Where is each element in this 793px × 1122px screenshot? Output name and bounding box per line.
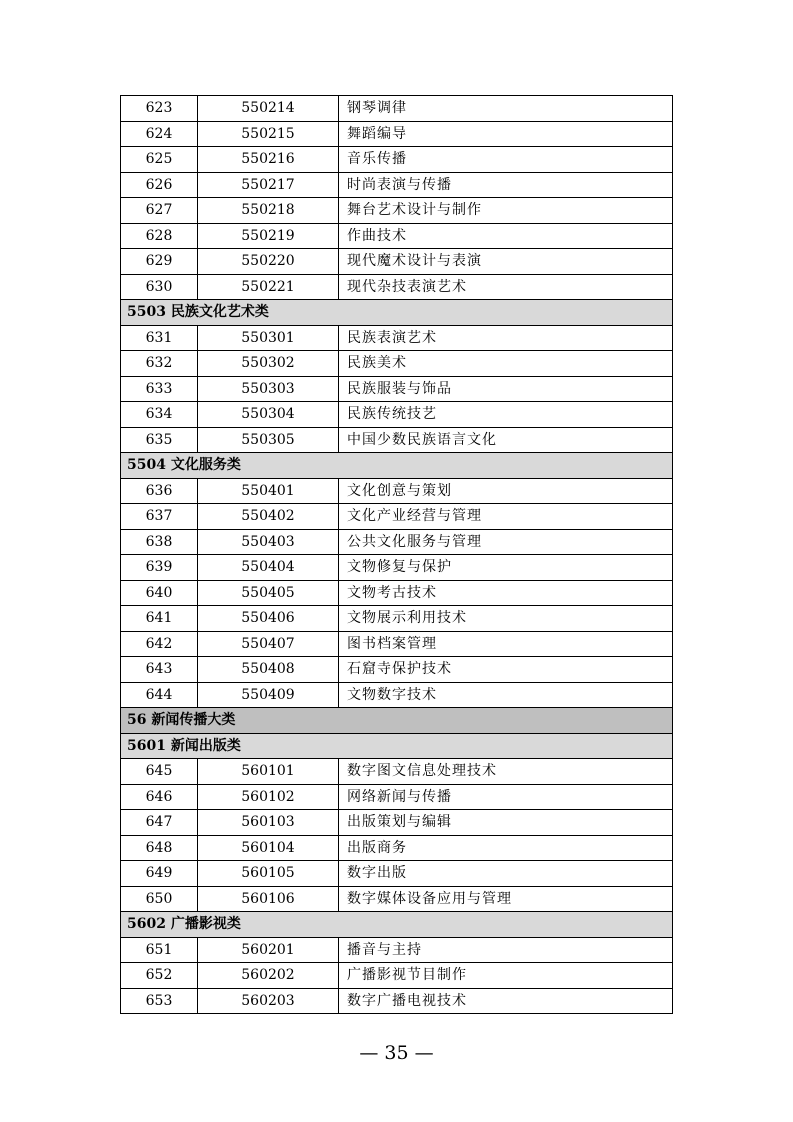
- table-row: [121, 835, 673, 861]
- table-row: [121, 147, 673, 173]
- major-name-cell: 网络新闻与传播: [339, 784, 673, 810]
- table-row: [121, 249, 673, 275]
- serial-number-cell: 647: [121, 810, 198, 836]
- major-code-cell: 550218: [198, 198, 339, 224]
- serial-number-cell: 627: [121, 198, 198, 224]
- major-code-cell: 560106: [198, 886, 339, 912]
- major-code-cell: 550302: [198, 351, 339, 377]
- major-name-cell: 文物考古技术: [339, 580, 673, 606]
- major-category-row: [121, 708, 673, 734]
- table-row: [121, 784, 673, 810]
- serial-number-cell: 628: [121, 223, 198, 249]
- sub-category-row: [121, 300, 673, 326]
- major-code-cell: 560104: [198, 835, 339, 861]
- serial-number-cell: 652: [121, 963, 198, 989]
- major-code-cell: 550403: [198, 529, 339, 555]
- serial-number-cell: 626: [121, 172, 198, 198]
- major-name-cell: 文物展示利用技术: [339, 606, 673, 632]
- major-name-cell: 现代魔术设计与表演: [339, 249, 673, 275]
- table-row: [121, 96, 673, 122]
- major-name-cell: 数字出版: [339, 861, 673, 887]
- major-code-cell: 550214: [198, 96, 339, 122]
- major-code-cell: 550221: [198, 274, 339, 300]
- major-name-cell: 钢琴调律: [339, 96, 673, 122]
- serial-number-cell: 643: [121, 657, 198, 683]
- major-name-cell: 中国少数民族语言文化: [339, 427, 673, 453]
- major-name-cell: 民族服装与饰品: [339, 376, 673, 402]
- serial-number-cell: 634: [121, 402, 198, 428]
- major-code-cell: 550409: [198, 682, 339, 708]
- major-code-cell: 550404: [198, 555, 339, 581]
- major-code-cell: 550215: [198, 121, 339, 147]
- table-row: [121, 478, 673, 504]
- major-code-cell: 560101: [198, 759, 339, 785]
- serial-number-cell: 649: [121, 861, 198, 887]
- serial-number-cell: 625: [121, 147, 198, 173]
- table-row: [121, 274, 673, 300]
- table-row: [121, 223, 673, 249]
- major-name-cell: 文物修复与保护: [339, 555, 673, 581]
- major-name-cell: 出版策划与编辑: [339, 810, 673, 836]
- serial-number-cell: 636: [121, 478, 198, 504]
- serial-number-cell: 641: [121, 606, 198, 632]
- table-row: [121, 657, 673, 683]
- major-name-cell: 广播影视节目制作: [339, 963, 673, 989]
- table-row: [121, 988, 673, 1014]
- serial-number-cell: 645: [121, 759, 198, 785]
- serial-number-cell: 646: [121, 784, 198, 810]
- major-code-cell: 550305: [198, 427, 339, 453]
- major-name-cell: 舞蹈编导: [339, 121, 673, 147]
- major-name-cell: 数字媒体设备应用与管理: [339, 886, 673, 912]
- major-catalog-table: [120, 95, 673, 1014]
- major-name-cell: 播音与主持: [339, 937, 673, 963]
- major-name-cell: 民族传统技艺: [339, 402, 673, 428]
- table-row: [121, 682, 673, 708]
- table-row: [121, 402, 673, 428]
- table-row: [121, 606, 673, 632]
- table-row: [121, 504, 673, 530]
- table-row: [121, 172, 673, 198]
- serial-number-cell: 623: [121, 96, 198, 122]
- sub-category-row: [121, 453, 673, 479]
- major-code-cell: 560202: [198, 963, 339, 989]
- serial-number-cell: 633: [121, 376, 198, 402]
- table-row: [121, 529, 673, 555]
- table-row: [121, 631, 673, 657]
- sub-category-row: [121, 733, 673, 759]
- sub-category-label: 5504 文化服务类: [121, 453, 673, 479]
- major-code-cell: 550219: [198, 223, 339, 249]
- table-row: [121, 937, 673, 963]
- table-row: [121, 759, 673, 785]
- table-row: [121, 325, 673, 351]
- table-row: [121, 351, 673, 377]
- major-code-cell: 550406: [198, 606, 339, 632]
- serial-number-cell: 639: [121, 555, 198, 581]
- major-name-cell: 石窟寺保护技术: [339, 657, 673, 683]
- table-row: [121, 963, 673, 989]
- table-row: [121, 427, 673, 453]
- serial-number-cell: 642: [121, 631, 198, 657]
- serial-number-cell: 630: [121, 274, 198, 300]
- serial-number-cell: 637: [121, 504, 198, 530]
- major-code-cell: 560203: [198, 988, 339, 1014]
- serial-number-cell: 644: [121, 682, 198, 708]
- serial-number-cell: 650: [121, 886, 198, 912]
- table-row: [121, 861, 673, 887]
- serial-number-cell: 648: [121, 835, 198, 861]
- major-name-cell: 现代杂技表演艺术: [339, 274, 673, 300]
- table-row: [121, 580, 673, 606]
- major-code-cell: 550303: [198, 376, 339, 402]
- major-name-cell: 时尚表演与传播: [339, 172, 673, 198]
- major-code-cell: 550220: [198, 249, 339, 275]
- sub-category-label: 5602 广播影视类: [121, 912, 673, 938]
- major-code-cell: 550408: [198, 657, 339, 683]
- major-name-cell: 文化创意与策划: [339, 478, 673, 504]
- serial-number-cell: 624: [121, 121, 198, 147]
- table-row: [121, 886, 673, 912]
- serial-number-cell: 638: [121, 529, 198, 555]
- table-row: [121, 376, 673, 402]
- major-code-cell: 550405: [198, 580, 339, 606]
- major-code-cell: 550401: [198, 478, 339, 504]
- serial-number-cell: 632: [121, 351, 198, 377]
- table-body: [121, 96, 673, 1014]
- table-row: [121, 810, 673, 836]
- major-code-cell: 550217: [198, 172, 339, 198]
- major-name-cell: 舞台艺术设计与制作: [339, 198, 673, 224]
- serial-number-cell: 640: [121, 580, 198, 606]
- table-row: [121, 121, 673, 147]
- major-category-label: 56 新闻传播大类: [121, 708, 673, 734]
- page-number: — 35 —: [359, 1042, 434, 1064]
- major-name-cell: 音乐传播: [339, 147, 673, 173]
- major-code-cell: 560103: [198, 810, 339, 836]
- major-name-cell: 文物数字技术: [339, 682, 673, 708]
- serial-number-cell: 631: [121, 325, 198, 351]
- serial-number-cell: 653: [121, 988, 198, 1014]
- major-code-cell: 560105: [198, 861, 339, 887]
- sub-category-label: 5601 新闻出版类: [121, 733, 673, 759]
- table-row: [121, 555, 673, 581]
- major-code-cell: 560201: [198, 937, 339, 963]
- major-code-cell: 550402: [198, 504, 339, 530]
- sub-category-row: [121, 912, 673, 938]
- major-name-cell: 民族美术: [339, 351, 673, 377]
- major-name-cell: 文化产业经营与管理: [339, 504, 673, 530]
- major-name-cell: 公共文化服务与管理: [339, 529, 673, 555]
- major-name-cell: 数字图文信息处理技术: [339, 759, 673, 785]
- major-name-cell: 民族表演艺术: [339, 325, 673, 351]
- major-name-cell: 作曲技术: [339, 223, 673, 249]
- serial-number-cell: 629: [121, 249, 198, 275]
- major-name-cell: 图书档案管理: [339, 631, 673, 657]
- table-row: [121, 198, 673, 224]
- major-name-cell: 出版商务: [339, 835, 673, 861]
- sub-category-label: 5503 民族文化艺术类: [121, 300, 673, 326]
- major-code-cell: 560102: [198, 784, 339, 810]
- major-code-cell: 550407: [198, 631, 339, 657]
- major-code-cell: 550304: [198, 402, 339, 428]
- major-code-cell: 550216: [198, 147, 339, 173]
- major-name-cell: 数字广播电视技术: [339, 988, 673, 1014]
- serial-number-cell: 651: [121, 937, 198, 963]
- major-code-cell: 550301: [198, 325, 339, 351]
- serial-number-cell: 635: [121, 427, 198, 453]
